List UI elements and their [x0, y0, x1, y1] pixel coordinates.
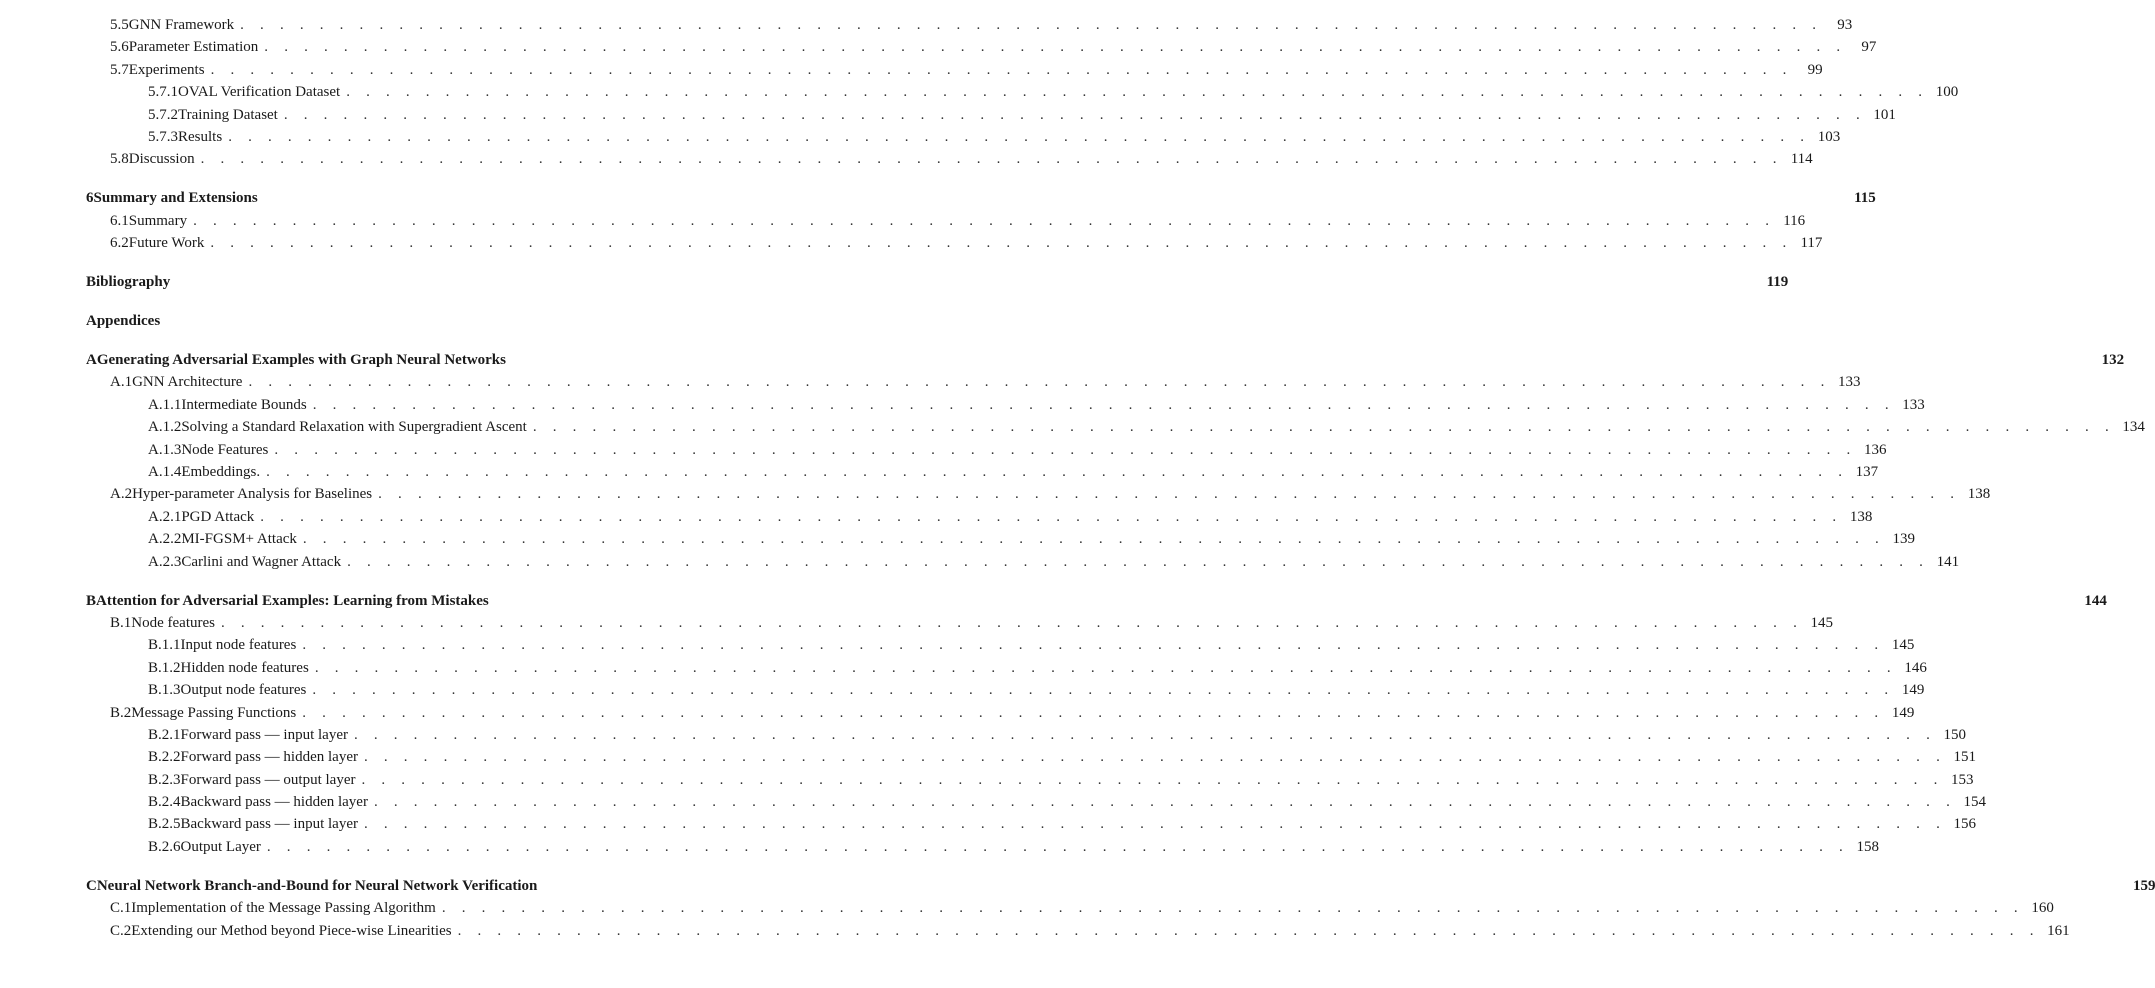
- toc-entry[interactable]: [86, 235, 1823, 257]
- toc-entry-page: 133: [1838, 374, 1861, 391]
- dot-leader: . . . . . . . . . . . . . . . . . . . . . . . . . . . . . . . . . . . . . . . . . . . . . . . . . . . . . . . . . . . . . . . . . . . . . . . . . . . . . . . .: [264, 39, 1847, 56]
- dot-leader: . . . . . . . . . . . . . . . . . . . . . . . . . . . . . . . . . . . . . . . . . . . . . . . . . . . . . . . . . . . . . . . . . . . . . . . . . . . . . . . .: [240, 17, 1823, 33]
- toc-entry-title: Implementation of the Message Passing Algorithm: [131, 900, 436, 917]
- toc-entry-page: 101: [1873, 106, 1896, 123]
- toc-entry-title: Bibliography: [86, 274, 171, 291]
- toc-entry[interactable]: [86, 39, 1877, 61]
- toc-entry-number: 6.1: [110, 212, 129, 229]
- toc-entry-page: 159: [2132, 877, 2155, 894]
- toc-entry-page: 153: [1951, 771, 1974, 788]
- toc-entry-number: B.2.3: [148, 771, 181, 788]
- toc-entry-title: Backward pass — input layer: [180, 816, 358, 833]
- toc-chapter-entry[interactable]: [86, 313, 673, 335]
- toc-entry-page: 144: [2084, 592, 2107, 609]
- toc-entry[interactable]: [86, 922, 2070, 945]
- toc-entry-title: Intermediate Bounds: [181, 396, 307, 413]
- dot-leader: . . . . . . . . . . . . . . . . . . . . . . . . . . . . . . . . . . . . . . . . . . . . . . . . . . . . . . . . . . . . . . . . . . . . . . . . . . . . . . . .: [302, 704, 1885, 721]
- toc-entry[interactable]: [86, 900, 2054, 922]
- toc-entry[interactable]: [86, 212, 1806, 235]
- dot-leader: . . . . . . . . . . . . . . . . . . . . . . . . . . . . . . . . . . . . . . . . . . . . . . . . . . . . . . . . . . . . . . . . . . . . . . . . . . . . . . . .: [266, 838, 1849, 855]
- dot-leader: . . . . . . . . . . . . . . . . . . . . . . . . . . . . . . . . . . . . . . . . . . . . . . . . . . . . . . . . . . . . . . . . . . . . . . . . . . . . . . . .: [441, 900, 2024, 917]
- toc-entry-page: 141: [1936, 553, 1960, 570]
- toc-entry-title: GNN Architecture: [132, 374, 243, 391]
- toc-entry-title: Appendices: [86, 313, 161, 330]
- toc-entry-title: Attention for Adversarial Examples: Learning from Mistakes: [96, 592, 489, 609]
- toc-entry-page: 93: [1837, 17, 1853, 33]
- toc-entry-title: Results: [178, 128, 223, 145]
- toc-entry-number: A.2.1: [148, 508, 182, 525]
- toc-entry[interactable]: [86, 816, 1977, 838]
- toc-entry-number: B.2.1: [148, 726, 181, 743]
- toc-entry-title: Parameter Estimation: [128, 39, 259, 56]
- toc-entry-page: 132: [2101, 352, 2125, 369]
- toc-entry-number: A.1.2: [148, 419, 182, 436]
- toc-entry-title: Summary: [128, 212, 188, 229]
- toc-entry-number: A.1.3: [148, 441, 182, 458]
- toc-entry[interactable]: [86, 151, 1813, 173]
- toc-entry-title: OVAL Verification Dataset: [178, 84, 341, 101]
- dot-leader: . . . . . . . . . . . . . . . . . . . . . . . . . . . . . . . . . . . . . . . . . . . . . . . . . . . . . . . . . . . . . . . . . . . . . . . . . . . . . . . .: [373, 794, 1957, 811]
- dot-leader: . . . . . . . . . . . . . . . . . . . . . . . . . . . . . . . . . . . . . . . . . . . . . . . . . . . . . . . . . . . . . . . . . . . . . . . . . . . . . . . .: [457, 922, 2040, 939]
- dot-leader: . . . . . . . . . . . . . . . . . . . . . . . . . . . . . . . . . . . . . . . . . . . . . . . . . . . . . . . . . . . . . . . . . . . . . . . . . . . . . . . .: [248, 374, 1831, 391]
- toc-entry[interactable]: [86, 704, 1915, 727]
- toc-entry-title: Forward pass — hidden layer: [180, 749, 358, 766]
- toc-entry-number: A.1: [110, 374, 133, 391]
- toc-entry-number: A.2: [110, 486, 133, 503]
- dot-leader: . . . . . . . . . . . . . . . . . . . . . . . . . . . . . . . . . . . . . . . . . . . . . . . . . . . . . . . . . . . . . . . . . . . . . . . . . . . . . . . .: [347, 553, 1930, 570]
- toc-entry-page: 154: [1963, 794, 1987, 811]
- toc-entry[interactable]: [86, 17, 1853, 39]
- toc-entry-number: 5.7.3: [148, 128, 178, 145]
- toc-entry-title: Generating Adversarial Examples with Graph Neural Networks: [96, 352, 506, 369]
- toc-entry-page: 149: [1901, 682, 1925, 699]
- toc-entry-title: Summary and Extensions: [93, 190, 258, 207]
- toc-entry[interactable]: [86, 771, 1974, 794]
- toc-entry-number: 5.7.2: [148, 106, 178, 123]
- toc-entry[interactable]: [86, 659, 1927, 682]
- toc-entry-number: B.2: [110, 704, 132, 721]
- table-of-contents: [86, 17, 2155, 945]
- dot-leader: . . . . . . . . . . . . . . . . . . . . . . . . . . . . . . . . . . . . . . . . . . . . . . . . . . . . . . . . . . . . . . . . . . . . . . . . . . . . . . . .: [266, 464, 1849, 481]
- dot-leader: . . . . . . . . . . . . . . . . . . . . . . . . . . . . . . . . . . . . . . . . . . . . . . . . . . . . . . . . . . . . . . . . . . . . . . . . . . . . . . . .: [363, 816, 1947, 833]
- toc-entry-number: B.2.5: [148, 816, 181, 833]
- toc-entry[interactable]: [86, 726, 1967, 749]
- toc-entry-page: 97: [1861, 39, 1877, 56]
- toc-entry-number: A.1.1: [148, 396, 182, 413]
- toc-entry-page: 119: [1766, 274, 1789, 291]
- toc-entry-page: 115: [1854, 190, 1876, 207]
- toc-entry-title: MI-FGSM+ Attack: [181, 531, 297, 548]
- dot-leader: . . . . . . . . . . . . . . . . . . . . . . . . . . . . . . . . . . . . . . . . . . . . . . . . . . . . . . . . . . . . . . . . . . . . . . . . . . . . . . . .: [302, 637, 1885, 654]
- toc-entry-number: 6: [86, 190, 94, 207]
- toc-entry-title: Forward pass — input layer: [180, 726, 348, 743]
- toc-entry-page: 133: [1902, 396, 1925, 413]
- toc-entry-page: 100: [1935, 84, 1959, 101]
- toc-entry-title: Output node features: [180, 682, 307, 699]
- toc-entry-number: A.1.4: [148, 464, 182, 481]
- dot-leader: . . . . . . . . . . . . . . . . . . . . . . . . . . . . . . . . . . . . . . . . . . . . . . . . . . . . . . . . . . . . . . . . . . . . . . . . . . . . . . . .: [378, 486, 1961, 503]
- toc-entry-number: C: [86, 877, 97, 894]
- toc-entry-title: Experiments: [128, 61, 205, 78]
- toc-entry-title: Carlini and Wagner Attack: [181, 553, 342, 570]
- toc-entry[interactable]: [86, 128, 1841, 151]
- toc-entry-page: 156: [1953, 816, 1977, 833]
- toc-entry-number: A.2.3: [148, 553, 182, 570]
- toc-chapter-entry[interactable]: [86, 274, 1789, 296]
- toc-entry[interactable]: [86, 838, 1879, 861]
- toc-entry-number: B.1.3: [148, 682, 181, 699]
- toc-entry-number: A: [86, 352, 97, 369]
- toc-entry[interactable]: [86, 441, 1887, 464]
- toc-entry-number: 5.8: [110, 151, 129, 168]
- dot-leader: . . . . . . . . . . . . . . . . . . . . . . . . . . . . . . . . . . . . . . . . . . . . . . . . . . . . . . . . . . . . . . . . . . . . . . . . . . . . . . . .: [312, 396, 1895, 413]
- toc-entry-page: 103: [1817, 128, 1841, 145]
- toc-entry-page: 149: [1891, 704, 1915, 721]
- toc-entry[interactable]: [86, 61, 1823, 84]
- toc-entry-page: 114: [1790, 151, 1813, 168]
- toc-entry-title: Embeddings.: [181, 464, 261, 481]
- dot-leader: . . . . . . . . . . . . . . . . . . . . . . . . . . . . . . . . . . . . . . . . . . . . . . . . . . . . . . . . . . . . . . . . . . . . . . . . . . . . . . . .: [314, 659, 1897, 676]
- toc-entry-page: 99: [1807, 61, 1823, 78]
- toc-entry-title: Output Layer: [180, 838, 261, 855]
- dot-leader: . . . . . . . . . . . . . . . . . . . . . . . . . . . . . . . . . . . . . . . . . . . . . . . . . . . . . . . . . . . . . . . . . . . . . . . . . . . . . . . .: [283, 106, 1866, 123]
- toc-entry-page: 150: [1943, 726, 1967, 743]
- toc-chapter-entry[interactable]: [86, 877, 2155, 900]
- dot-leader: . . . . . . . . . . . . . . . . . . . . . . . . . . . . . . . . . . . . . . . . . . . . . . . . . . . . . . . . . . . . . . . . . . . . . . . . . . . . . . . .: [228, 128, 1811, 145]
- toc-entry-title: PGD Attack: [181, 508, 255, 525]
- toc-entry-number: B.2.2: [148, 749, 181, 766]
- toc-entry-page: 146: [1904, 659, 1927, 676]
- toc-entry-title: Future Work: [128, 235, 205, 252]
- toc-chapter-entry[interactable]: [86, 592, 2107, 615]
- toc-entry-page: 116: [1783, 212, 1806, 229]
- toc-entry-title: Extending our Method beyond Piece-wise Linearities: [131, 922, 452, 939]
- toc-entry[interactable]: [86, 374, 1861, 396]
- toc-entry-title: GNN Framework: [128, 17, 235, 33]
- dot-leader: . . . . . . . . . . . . . . . . . . . . . . . . . . . . . . . . . . . . . . . . . . . . . . . . . . . . . . . . . . . . . . . . . . . . . . . . . . . . . . . .: [302, 531, 1885, 548]
- dot-leader: . . . . . . . . . . . . . . . . . . . . . . . . . . . . . . . . . . . . . . . . . . . . . . . . . . . . . . . . . . . . . . . . . . . . . . . . . . . . . . . .: [532, 419, 2115, 436]
- toc-entry-number: B.2.4: [148, 794, 181, 811]
- toc-entry-number: A.2.2: [148, 531, 182, 548]
- toc-entry-number: B.2.6: [148, 838, 181, 855]
- toc-entry-number: B.1.2: [148, 659, 181, 676]
- toc-entry[interactable]: [86, 106, 1896, 129]
- toc-entry-page: 139: [1892, 531, 1915, 548]
- toc-entry-title: Solving a Standard Relaxation with Supergradient Ascent: [181, 419, 527, 436]
- toc-entry[interactable]: [86, 396, 1925, 419]
- toc-chapter-entry[interactable]: [86, 190, 1876, 212]
- toc-entry-number: B: [86, 592, 97, 609]
- toc-entry[interactable]: [86, 749, 1977, 771]
- toc-entry-page: 160: [2031, 900, 2054, 917]
- toc-entry-page: 134: [2122, 419, 2145, 436]
- toc-entry[interactable]: [86, 84, 1959, 106]
- dot-leader: . . . . . . . . . . . . . . . . . . . . . . . . . . . . . . . . . . . . . . . . . . . . . . . . . . . . . . . . . . . . . . . . . . . . . . . . . . . . . . . .: [200, 151, 1783, 168]
- toc-entry-number: 5.7.1: [148, 84, 178, 101]
- dot-leader: . . . . . . . . . . . . . . . . . . . . . . . . . . . . . . . . . . . . . . . . . . . . . . . . . . . . . . . . . . . . . . . . . . . . . . . . . . . . . . . .: [260, 508, 1843, 525]
- toc-chapter-entry[interactable]: [86, 352, 2125, 374]
- toc-entry-title: Training Dataset: [178, 106, 278, 123]
- toc-entry-title: Hidden node features: [180, 659, 309, 676]
- toc-entry-title: Message Passing Functions: [131, 704, 297, 721]
- toc-entry-page: 137: [1855, 464, 1879, 481]
- toc-entry-page: 136: [1863, 441, 1887, 458]
- toc-entry-number: B.1: [110, 614, 132, 631]
- toc-entry[interactable]: [86, 464, 1879, 486]
- toc-entry-number: B.1.1: [148, 637, 181, 654]
- dot-leader: . . . . . . . . . . . . . . . . . . . . . . . . . . . . . . . . . . . . . . . . . . . . . . . . . . . . . . . . . . . . . . . . . . . . . . . . . . . . . . . .: [210, 235, 1793, 252]
- toc-entry-title: Neural Network Branch-and-Bound for Neural Network Verification: [96, 877, 538, 894]
- toc-entry[interactable]: [86, 486, 1991, 508]
- toc-entry-page: 161: [2047, 922, 2070, 939]
- toc-entry-page: 151: [1953, 749, 1977, 766]
- toc-entry[interactable]: [86, 794, 1987, 816]
- toc-entry-title: Node features: [131, 614, 215, 631]
- dot-leader: . . . . . . . . . . . . . . . . . . . . . . . . . . . . . . . . . . . . . . . . . . . . . . . . . . . . . . . . . . . . . . . . . . . . . . . . . . . . . . . .: [353, 726, 1937, 743]
- dot-leader: . . . . . . . . . . . . . . . . . . . . . . . . . . . . . . . . . . . . . . . . . . . . . . . . . . . . . . . . . . . . . . . . . . . . . . . . . . . . . . . .: [193, 212, 1776, 229]
- toc-entry-title: Input node features: [180, 637, 297, 654]
- toc-entry-title: Discussion: [128, 151, 195, 168]
- dot-leader: . . . . . . . . . . . . . . . . . . . . . . . . . . . . . . . . . . . . . . . . . . . . . . . . . . . . . . . . . . . . . . . . . . . . . . . . . . . . . . . .: [363, 749, 1947, 766]
- toc-entry-number: C.2: [110, 922, 132, 939]
- toc-entry-page: 138: [1967, 486, 1991, 503]
- toc-entry-title: Node Features: [181, 441, 269, 458]
- toc-entry-page: 138: [1849, 508, 1873, 525]
- toc-entry-number: 5.6: [110, 39, 129, 56]
- toc-entry[interactable]: [86, 553, 1960, 576]
- dot-leader: . . . . . . . . . . . . . . . . . . . . . . . . . . . . . . . . . . . . . . . . . . . . . . . . . . . . . . . . . . . . . . . . . . . . . . . . . . . . . . . .: [312, 682, 1895, 699]
- toc-entry-page: 145: [1891, 637, 1915, 654]
- toc-entry[interactable]: [86, 614, 1834, 637]
- dot-leader: . . . . . . . . . . . . . . . . . . . . . . . . . . . . . . . . . . . . . . . . . . . . . . . . . . . . . . . . . . . . . . . . . . . . . . . . . . . . . . . .: [361, 771, 1944, 788]
- toc-entry-page: 145: [1810, 614, 1834, 631]
- toc-entry[interactable]: [86, 508, 1873, 531]
- toc-entry-title: Forward pass — output layer: [180, 771, 356, 788]
- dot-leader: . . . . . . . . . . . . . . . . . . . . . . . . . . . . . . . . . . . . . . . . . . . . . . . . . . . . . . . . . . . . . . . . . . . . . . . . . . . . . . . .: [210, 61, 1793, 78]
- toc-entry[interactable]: [86, 531, 1915, 553]
- toc-entry-page: 158: [1856, 838, 1879, 855]
- toc-entry-number: 5.5: [110, 17, 129, 33]
- toc-entry-page: 117: [1800, 235, 1823, 252]
- toc-entry-number: 6.2: [110, 235, 129, 252]
- dot-leader: . . . . . . . . . . . . . . . . . . . . . . . . . . . . . . . . . . . . . . . . . . . . . . . . . . . . . . . . . . . . . . . . . . . . . . . . . . . . . . . .: [346, 84, 1929, 101]
- toc-entry[interactable]: [86, 682, 1925, 704]
- toc-entry-title: Backward pass — hidden layer: [180, 794, 368, 811]
- toc-entry[interactable]: [86, 419, 2145, 441]
- dot-leader: . . . . . . . . . . . . . . . . . . . . . . . . . . . . . . . . . . . . . . . . . . . . . . . . . . . . . . . . . . . . . . . . . . . . . . . . . . . . . . . .: [274, 441, 1857, 458]
- toc-entry-number: C.1: [110, 900, 132, 917]
- toc-entry[interactable]: [86, 637, 1915, 659]
- toc-entry-number: 5.7: [110, 61, 129, 78]
- dot-leader: . . . . . . . . . . . . . . . . . . . . . . . . . . . . . . . . . . . . . . . . . . . . . . . . . . . . . . . . . . . . . . . . . . . . . . . . . . . . . . . .: [220, 614, 1804, 631]
- toc-entry-title: Hyper-parameter Analysis for Baselines: [132, 486, 373, 503]
